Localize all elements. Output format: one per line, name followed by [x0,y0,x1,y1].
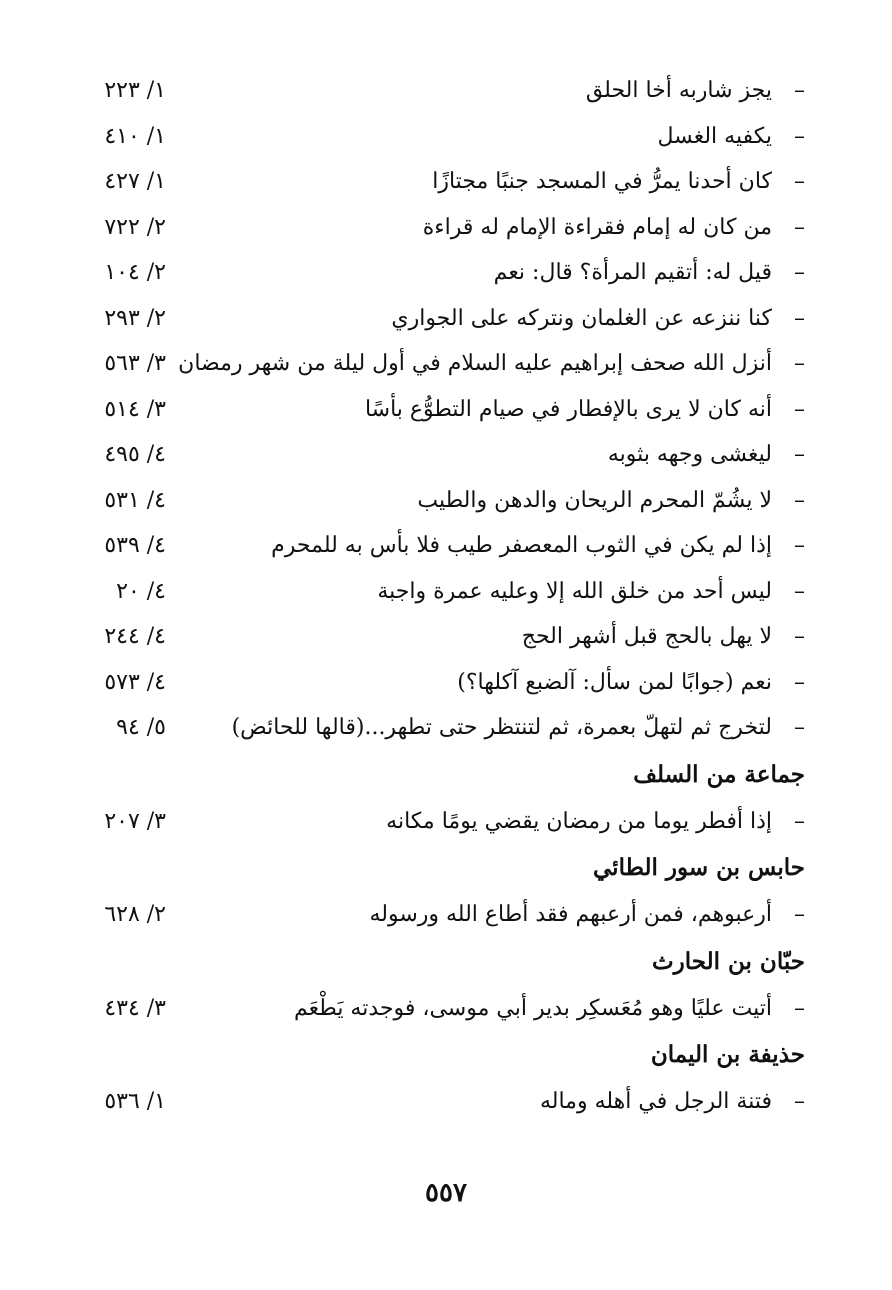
entry-quote: لا يهل بالحج قبل أشهر الحج [521,624,772,649]
volume-page-ref: ١/ ٤٢٧ [104,169,166,194]
entry-quote: نعم (جوابًا لمن سأل: آلضبع آكلها؟) [457,669,772,695]
entry-quote: إذا أفطر يوما من رمضان يقضي يومًا مكانه [386,808,772,834]
volume-page-ref: ٤/ ٥٧٣ [104,669,166,695]
list-item [0,482,892,528]
entry-quote: إذا لم يكن في الثوب المعصفر طيب فلا بأس به للمحرم [271,533,772,558]
narrator-heading-row [0,942,892,990]
narrator-heading-row [0,1035,892,1083]
entry-text [417,488,805,513]
entry-quote: ليس أحد من خلق الله إلا وعليه عمرة واجبة [377,578,772,604]
list-item [0,163,892,209]
entry-text [432,169,805,194]
entry-text [369,902,805,927]
volume-page-ref: ٢/ ٦٢٨ [104,902,166,927]
list-item [0,345,892,391]
dash-bullet: – [794,214,805,240]
volume-page-ref: ١/ ٤١٠ [104,123,166,149]
entry-text [586,78,805,103]
entry-text [657,124,805,149]
volume-page-ref: ٤/ ٥٣٩ [104,533,166,558]
volume-page-ref: ٤/ ٥٣١ [104,487,166,513]
entry-quote: أنه كان لا يرى بالإفطار في صيام التطوُّع بأسًا [364,396,772,422]
entry-quote: يكفيه الغسل [657,123,772,149]
entry-quote: كنا ننزعه عن الغلمان ونتركه على الجواري [391,305,772,331]
list-item [0,436,892,482]
narrator-heading-row [0,755,892,803]
narrator-heading: حابس بن سور الطائي [593,854,805,881]
section-1 [0,755,892,849]
volume-page-ref: ٥/ ٩٤ [116,715,166,740]
list-item [0,664,892,710]
entry-quote: كان أحدنا يمرُّ في المسجد جنبًا مجتازًا [432,169,772,194]
dash-bullet: – [794,995,805,1021]
list-item [0,72,892,118]
entry-quote: لتخرج ثم لتهلّ بعمرة، ثم لتنتظر حتى تطهر...(قالها للحائض) [231,715,772,740]
section-4 [0,1035,892,1129]
entry-text [391,306,805,331]
volume-page-ref: ٤/ ٤٩٥ [104,442,166,467]
list-item [0,803,892,849]
section-2 [0,848,892,942]
list-item [0,896,892,942]
dash-bullet: – [794,624,805,649]
volume-page-ref: ٢/ ١٠٤ [104,260,166,285]
volume-page-ref: ٢/ ٢٩٣ [104,305,166,331]
entry-quote: من كان له إمام فقراءة الإمام له قراءة [422,214,772,240]
section-0 [0,72,892,755]
list-item [0,990,892,1036]
list-item [0,209,892,255]
dash-bullet: – [794,669,805,695]
entry-text [423,215,805,240]
dash-bullet: – [794,715,805,740]
entry-quote: أنزل الله صحف إبراهيم عليه السلام في أول ليلة من شهر رمضان [178,351,772,376]
dash-bullet: – [794,902,805,927]
list-item [0,300,892,346]
dash-bullet: – [794,533,805,558]
dash-bullet: – [794,78,805,103]
entry-text [540,1089,805,1114]
dash-bullet: – [794,305,805,331]
volume-page-ref: ٣/ ٥١٤ [104,396,166,422]
volume-page-ref: ٤/ ٢٠ [116,578,166,604]
entry-quote: أرعبوهم، فمن أرعبهم فقد أطاع الله ورسوله [369,902,772,927]
entry-text [386,809,805,834]
page-number: ٥٥٧ [425,1178,467,1208]
entry-text [294,996,805,1021]
volume-page-ref: ٣/ ٤٣٤ [104,995,166,1021]
volume-page-ref: ١/ ٢٢٣ [104,78,166,103]
dash-bullet: – [794,351,805,376]
narrator-heading: حذيفة بن اليمان [650,1041,805,1068]
dash-bullet: – [794,396,805,422]
entry-quote: لا يشُمّ المحرم الريحان والدهن والطيب [417,487,772,513]
entry-text [271,533,805,558]
entry-text [232,715,805,740]
entry-text [457,670,805,695]
dash-bullet: – [794,260,805,285]
entry-text [178,351,805,376]
entry-text [608,442,805,467]
dash-bullet: – [794,808,805,834]
entry-text [522,624,805,649]
entry-quote: يجز شاربه أخا الحلق [585,78,772,103]
list-item [0,1083,892,1129]
entry-quote: ليغشى وجهه بثوبه [607,442,772,467]
narrator-heading: جماعة من السلف [633,760,805,788]
narrator-heading-row [0,848,892,896]
dash-bullet: – [794,442,805,467]
entry-quote: أتيت عليًا وهو مُعَسكِر بدير أبي موسى، فوجدته يَطْعَم [294,995,772,1021]
entry-text [494,260,805,285]
dash-bullet: – [794,123,805,149]
volume-page-ref: ٢/ ٧٢٢ [104,214,166,240]
volume-page-ref: ٣/ ٢٠٧ [104,808,166,834]
list-item [0,573,892,619]
entry-text [377,579,805,604]
list-item [0,118,892,164]
volume-page-ref: ٣/ ٥٦٣ [104,351,166,376]
volume-page-ref: ١/ ٥٣٦ [104,1089,166,1114]
dash-bullet: – [794,169,805,194]
entry-quote: قيل له: أتقيم المرأة؟ قال: نعم [493,260,772,285]
list-item [0,618,892,664]
section-3 [0,942,892,1036]
dash-bullet: – [794,487,805,513]
list-item [0,709,892,755]
list-item [0,527,892,573]
entry-text [365,397,805,422]
index-page [0,72,892,1129]
volume-page-ref: ٤/ ٢٤٤ [104,624,166,649]
narrator-heading: حبّان بن الحارث [652,947,805,975]
list-item [0,254,892,300]
dash-bullet: – [794,578,805,604]
entry-quote: فتنة الرجل في أهله وماله [539,1089,772,1114]
dash-bullet: – [794,1089,805,1114]
list-item [0,391,892,437]
